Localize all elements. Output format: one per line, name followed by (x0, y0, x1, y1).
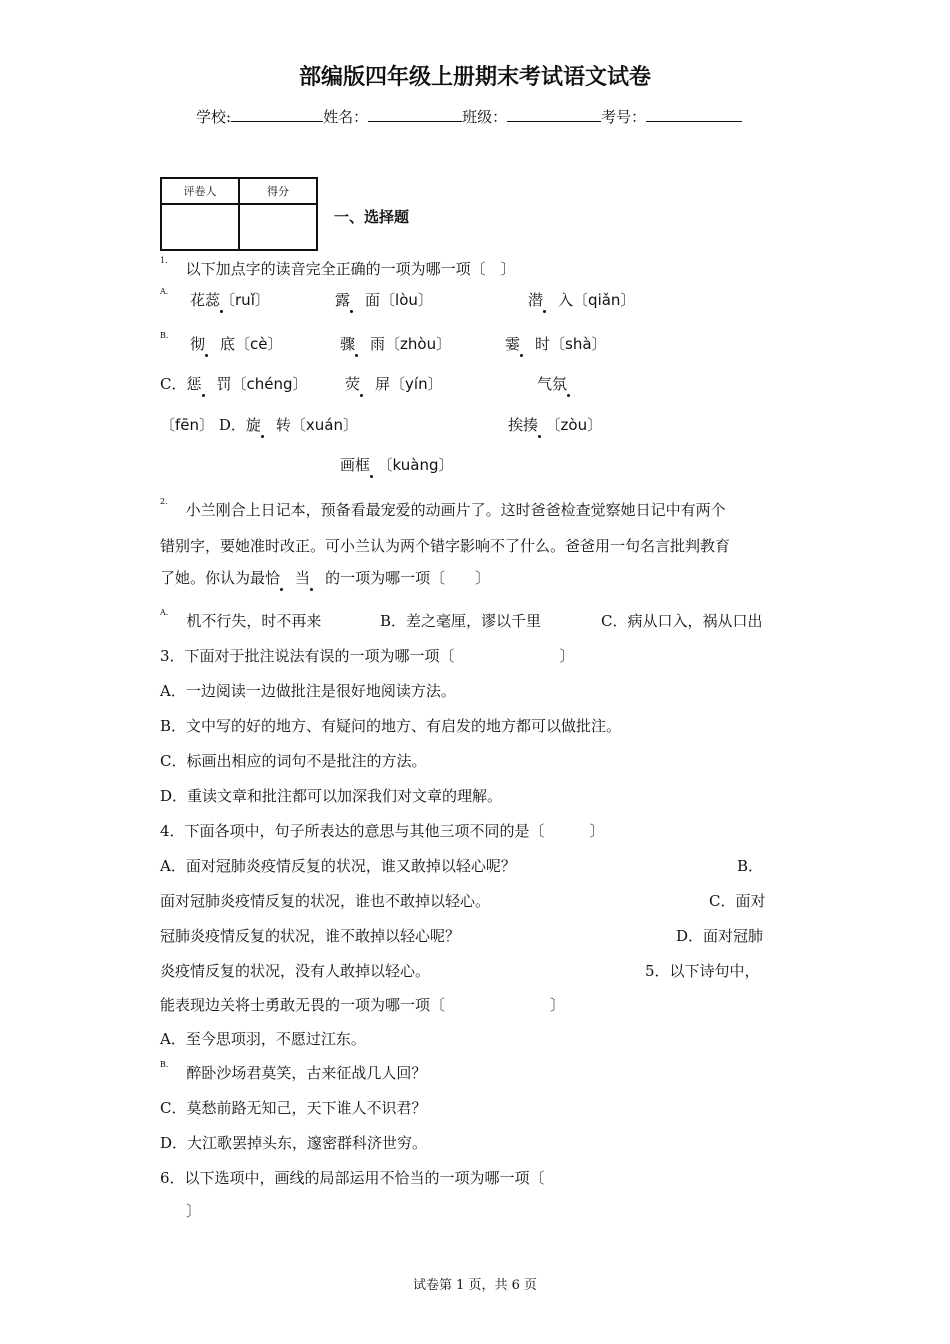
pinyin: 〔qiǎn〕 (573, 291, 636, 309)
pinyin: 〔lòu〕 (380, 291, 433, 309)
q5-option-c[interactable]: C．莫愁前路无知己，天下谁人不识君？ (160, 1099, 427, 1117)
word: 雨 (370, 335, 386, 353)
name-label: 姓名： (323, 108, 369, 126)
q4-c-label[interactable]: C．面对 (709, 892, 766, 910)
q1-text: 以下加点字的读音完全正确的一项为哪一项〔 〕 (185, 260, 516, 278)
q3-option-b[interactable]: B．文中写的好的地方、有疑问的地方、有启发的地方都可以做批注。 (160, 717, 622, 735)
score-table (160, 177, 318, 251)
q2-a-text: 机不行失，时不再来 (186, 612, 322, 630)
q5-b-text: 醉卧沙场君莫笑，古来征战几人回？ (186, 1064, 427, 1082)
pinyin: 〔chéng〕 (231, 375, 308, 393)
q5-stem-start: 5．以下诗句中， (645, 962, 760, 980)
q5-stem: 能表现边关将士勇敢无畏的一项为哪一项〔 〕 (160, 996, 566, 1014)
q5-option-b[interactable] (160, 1062, 426, 1083)
word: 挨揍 (508, 416, 539, 434)
q1-d-item-2 (508, 414, 602, 435)
q2-option-b[interactable]: B．差之毫厘，谬以千里 (380, 612, 542, 630)
q1-a-label: A. (160, 287, 169, 296)
word: 旋 (245, 416, 261, 434)
q1-option-c[interactable] (160, 373, 308, 394)
pinyin: 〔fēn〕 (160, 416, 215, 434)
q2-a-label: A. (160, 608, 169, 617)
q5-option-d[interactable]: D．大江歌罢掉头东，邃密群科济世穷。 (160, 1134, 428, 1152)
q1-c-label: C． (160, 375, 187, 393)
pinyin: 〔xuán〕 (290, 416, 358, 434)
school-label: 学校: (196, 108, 232, 126)
q1-b-item-3 (505, 333, 607, 354)
q1-c-item-2 (345, 373, 443, 394)
q1-a-item-3 (528, 289, 635, 310)
pinyin: 〔yín〕 (390, 375, 443, 393)
score-cell[interactable] (239, 204, 317, 250)
q6-close: 〕 (186, 1202, 202, 1220)
word: 气氛 (537, 375, 568, 393)
q2-option-a[interactable] (160, 610, 321, 631)
q6-stem: 6．以下选项中，画线的局部运用不恰当的一项为哪一项〔 (160, 1169, 545, 1187)
number-blank[interactable] (646, 107, 742, 122)
page-title: 部编版四年级上册期末考试语文试卷 (298, 65, 651, 90)
word: 花蕊 (190, 291, 221, 309)
q5-b-label: B. (160, 1060, 169, 1069)
q1-option-a[interactable] (160, 289, 186, 307)
word: 惩 (186, 375, 202, 393)
word: 露 (335, 291, 351, 309)
q3-option-d[interactable]: D．重读文章和批注都可以加深我们对文章的理解。 (160, 787, 503, 805)
school-blank[interactable] (231, 107, 323, 122)
q1-a-item-2 (335, 289, 433, 310)
name-blank[interactable] (368, 107, 462, 122)
q4-stem: 4．下面各项中，句子所表达的意思与其他三项不同的是〔 〕 (160, 822, 605, 840)
q2-stem-line1 (160, 499, 726, 520)
class-blank[interactable] (507, 107, 601, 122)
q2-option-c[interactable]: C．病从口入，祸从口出 (601, 612, 763, 630)
pinyin: 〔ruǐ〕 (220, 291, 270, 309)
q1-stem (160, 258, 516, 279)
dotted-char: 恰 (265, 569, 281, 587)
word: 面 (365, 291, 381, 309)
student-info-line (196, 106, 742, 127)
word: 潜 (528, 291, 544, 309)
number-label: 考号： (601, 108, 647, 126)
q2-text: 小兰刚合上日记本，预备看最宠爱的动画片了。这时爸爸检查觉察她日记中有两个 (185, 501, 726, 519)
word: 骤 (340, 335, 356, 353)
q2-text: 的一项为哪一项〔 〕 (325, 569, 491, 587)
q2-text: 了她。你认为最 (160, 569, 266, 587)
q4-option-c[interactable]: 冠肺炎疫情反复的状况，谁不敢掉以轻心呢？ (160, 927, 461, 945)
q3-option-c[interactable]: C．标画出相应的词句不是批注的方法。 (160, 752, 427, 770)
grader-cell[interactable] (161, 204, 239, 250)
q4-option-b[interactable]: 面对冠肺炎疫情反复的状况，谁也不敢掉以轻心。 (160, 892, 491, 910)
class-label: 班级： (462, 108, 508, 126)
q1-c-item-3 (537, 373, 567, 394)
q1-b-item-1 (190, 333, 283, 354)
word: 荧 (345, 375, 361, 393)
word: 转 (275, 416, 291, 434)
grader-header: 评卷人 (161, 178, 239, 204)
q4-d-label[interactable]: D．面对冠肺 (676, 927, 764, 945)
q2-number: 2. (160, 497, 168, 506)
q2-stem-line2: 错别字，要她准时改正。可小兰认为两个错字影响不了什么。爸爸用一句名言批判教育 (160, 537, 731, 555)
word: 画框 (340, 456, 371, 474)
word: 入 (558, 291, 574, 309)
q4-b-label[interactable]: B． (737, 857, 764, 875)
q3-stem: 3．下面对于批注说法有误的一项为哪一项〔 〕 (160, 647, 575, 665)
pinyin: 〔kuàng〕 (385, 456, 454, 474)
q1-option-b[interactable] (160, 333, 186, 351)
q1-d-item-3 (340, 454, 453, 475)
word: 屏 (375, 375, 391, 393)
page-footer: 试卷第 1 页，共 6 页 (412, 1278, 538, 1293)
q4-option-d[interactable]: 炎疫情反复的状况，没有人敢掉以轻心。 (160, 962, 431, 980)
word: 时 (535, 335, 551, 353)
pinyin: 〔zòu〕 (553, 416, 603, 434)
q1-b-label: B. (160, 331, 169, 340)
q1-option-d[interactable] (160, 414, 358, 435)
word: 罚 (216, 375, 232, 393)
q3-option-a[interactable]: A．一边阅读一边做批注是很好地阅读方法。 (160, 682, 456, 700)
q5-option-a[interactable]: A．至今思项羽，不愿过江东。 (160, 1030, 366, 1048)
pinyin: 〔zhòu〕 (385, 335, 452, 353)
score-header: 得分 (239, 178, 317, 204)
section-heading: 一、选择题 (334, 208, 410, 226)
q1-number: 1. (160, 256, 168, 265)
pinyin: 〔cè〕 (235, 335, 283, 353)
q1-b-item-2 (340, 333, 451, 354)
q1-a-item-1 (190, 289, 270, 310)
pinyin: 〔shà〕 (550, 335, 607, 353)
word: 彻 (190, 335, 206, 353)
dotted-char: 当 (295, 569, 311, 587)
word: 底 (220, 335, 236, 353)
q4-option-a[interactable]: A．面对冠肺炎疫情反复的状况，谁又敢掉以轻心呢？ (160, 857, 516, 875)
word: 霎 (505, 335, 521, 353)
q1-d-label: D． (218, 416, 246, 434)
q2-stem-line3 (160, 567, 490, 588)
